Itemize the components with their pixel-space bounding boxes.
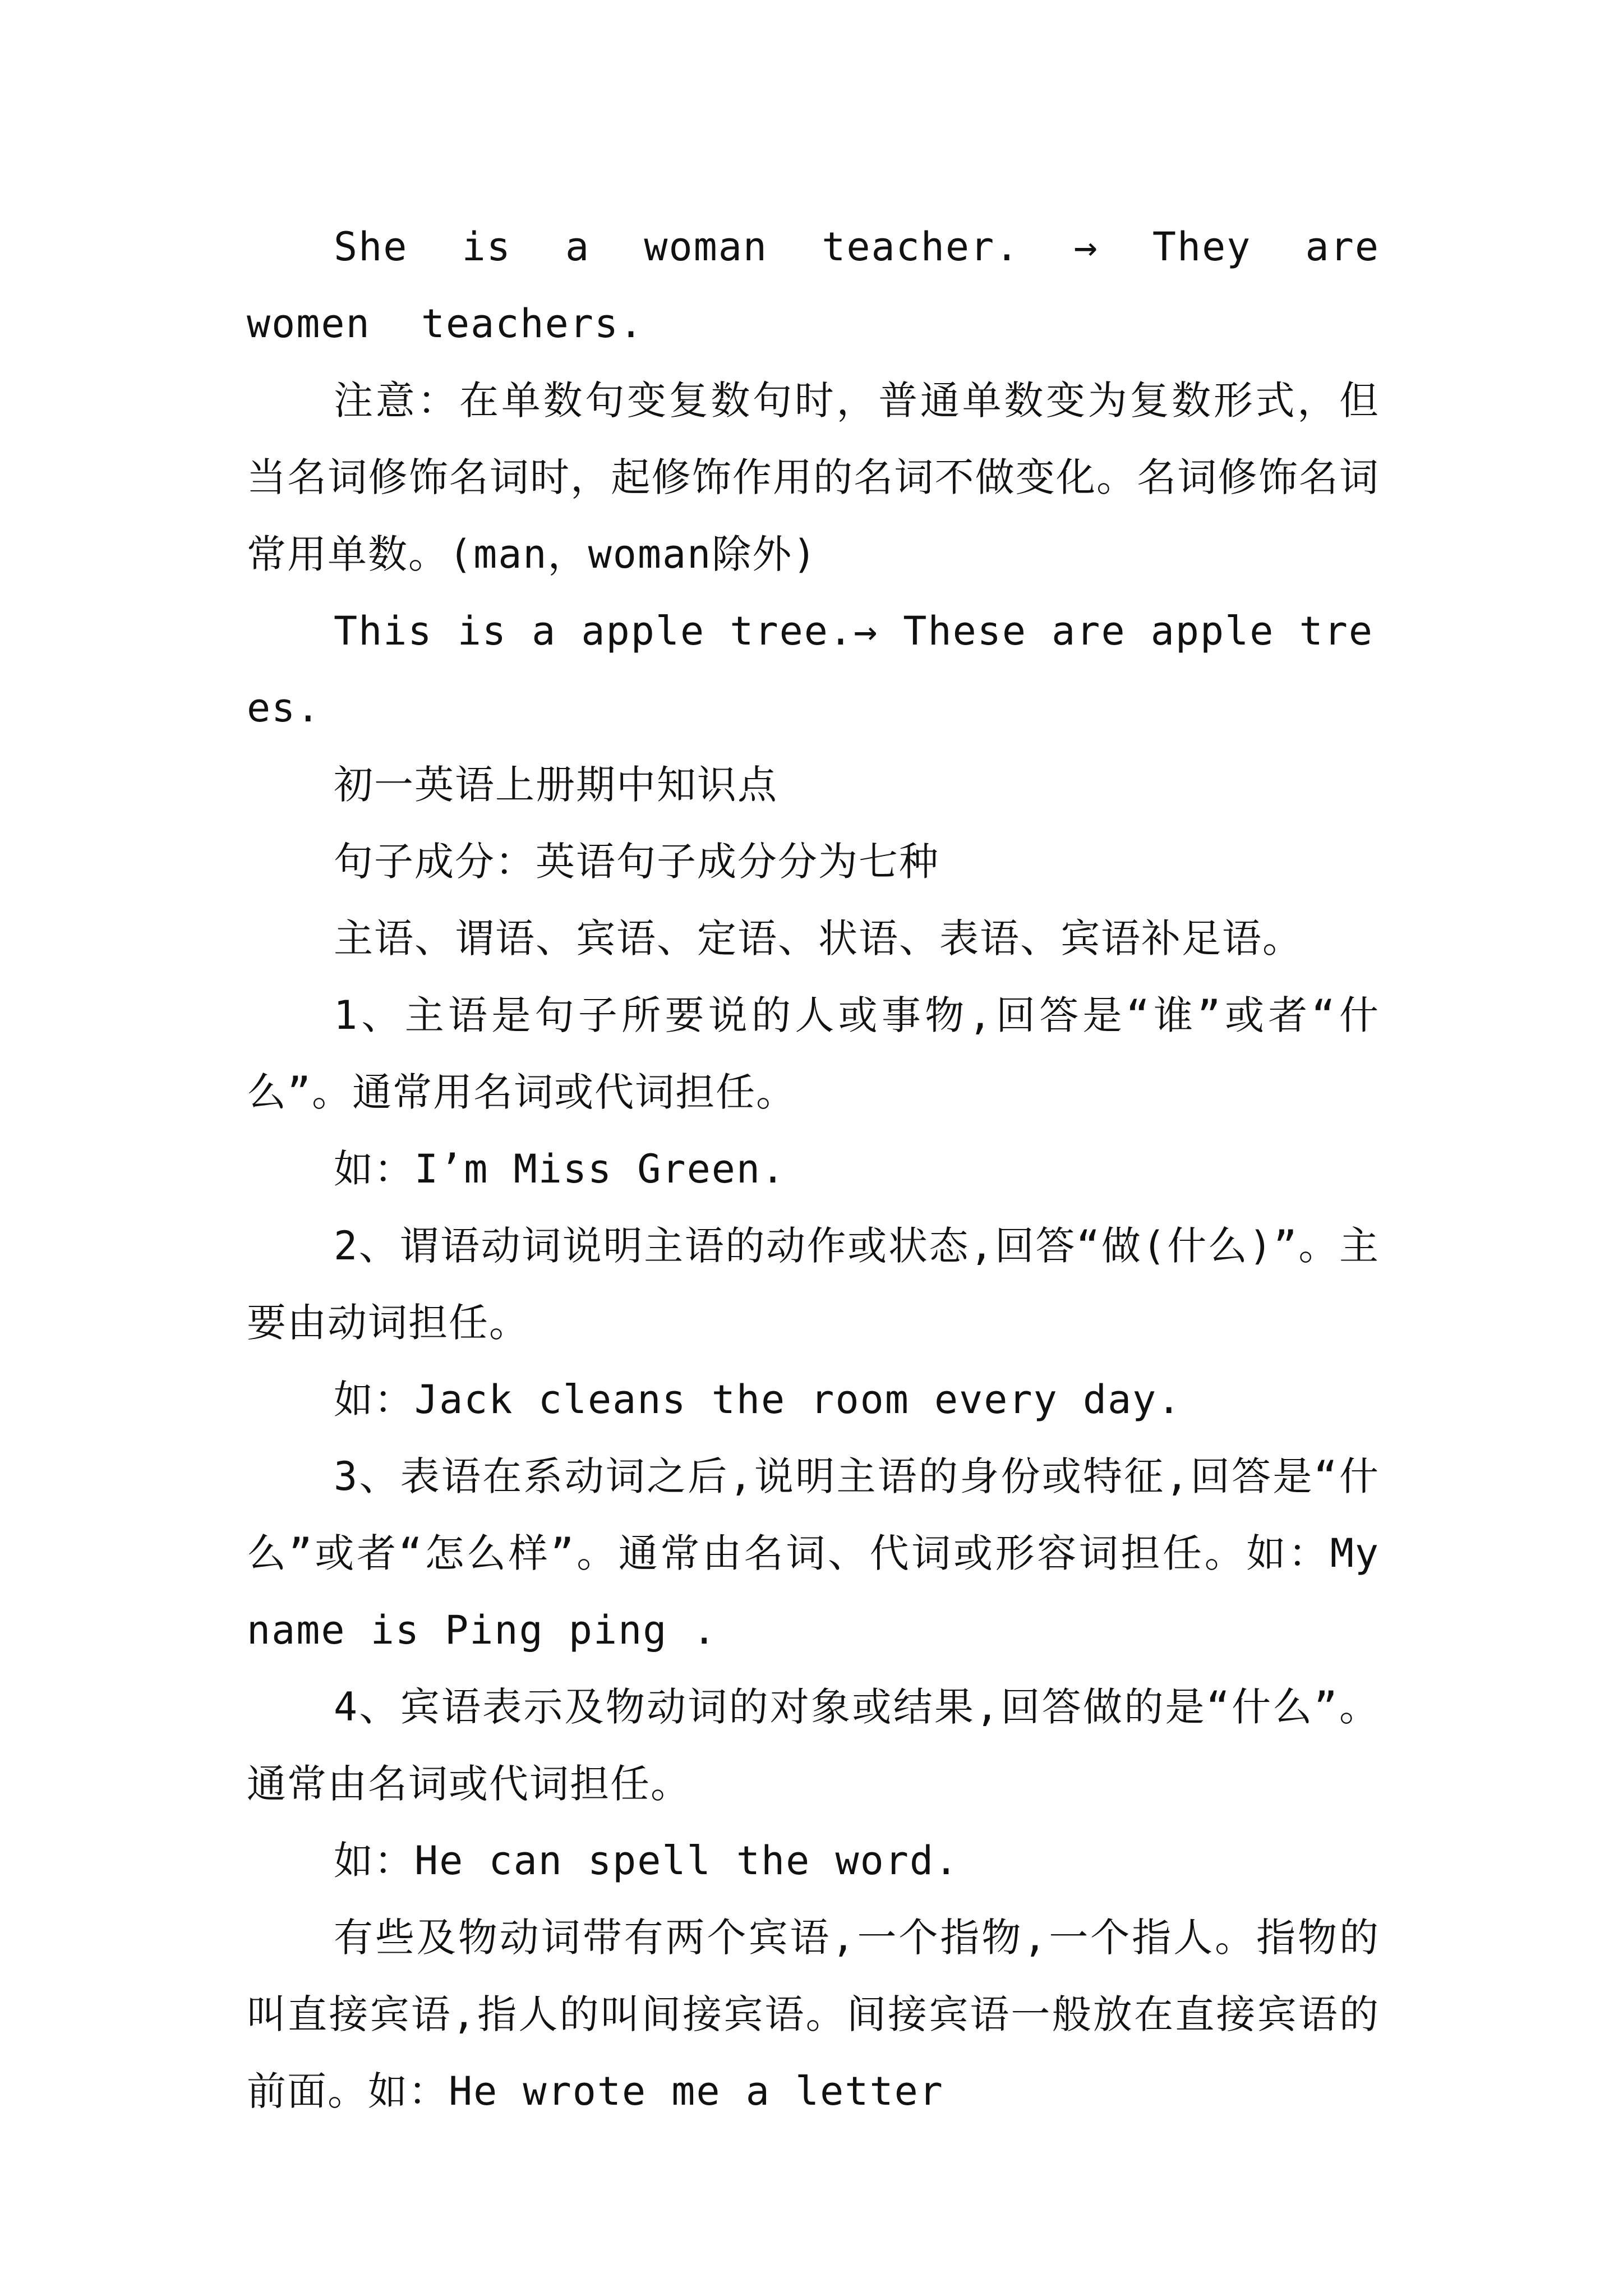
paragraph-predicate-example: 如：Jack cleans the room every day. bbox=[334, 1377, 1182, 1423]
paragraph-component-list: 主语、谓语、宾语、定语、状语、表语、宾语补足语。 bbox=[334, 915, 1303, 961]
paragraph-sentence-components: 句子成分：英语句子成分分为七种 bbox=[334, 839, 939, 885]
paragraph-subject-example: 如：I’m Miss Green. bbox=[334, 1146, 786, 1192]
section-heading: 初一英语上册期中知识点 bbox=[334, 762, 778, 808]
paragraph-predicate: 2、谓语动词说明主语的动作或状态,回答“做(什么)”。主要由动词担任。 bbox=[247, 1223, 1380, 1346]
paragraph-object-example: 如：He can spell the word. bbox=[334, 1838, 960, 1884]
paragraph-example-apple-trees: This is a apple tree.→ These are apple trees. bbox=[247, 608, 1374, 731]
paragraph-note-plural: 注意：在单数句变复数句时，普通单数变为复数形式，但当名词修饰名词时，起修饰作用的名词不做变化。名词修饰名词常用单数。(man，woman除外) bbox=[247, 378, 1380, 577]
paragraph-double-object: 有些及物动词带有两个宾语,一个指物,一个指人。指物的叫直接宾语,指人的叫间接宾语。间接宾语一般放在直接宾语的前面。如：He wrote me a letter bbox=[247, 1915, 1380, 2114]
paragraph-object: 4、宾语表示及物动词的对象或结果,回答做的是“什么”。通常由名词或代词担任。 bbox=[247, 1684, 1380, 1807]
paragraph-predicative: 3、表语在系动词之后,说明主语的身份或特征,回答是“什么”或者“怎么样”。通常由名词、代词或形容词担任。如：My name is Ping ping . bbox=[247, 1453, 1405, 1653]
document-body bbox=[247, 209, 1431, 2130]
paragraph-example-women-teachers: She is a woman teacher. → They are women teachers. bbox=[247, 224, 1431, 347]
paragraph-subject: 1、主语是句子所要说的人或事物,回答是“谁”或者“什么”。通常用名词或代词担任。 bbox=[247, 992, 1380, 1115]
